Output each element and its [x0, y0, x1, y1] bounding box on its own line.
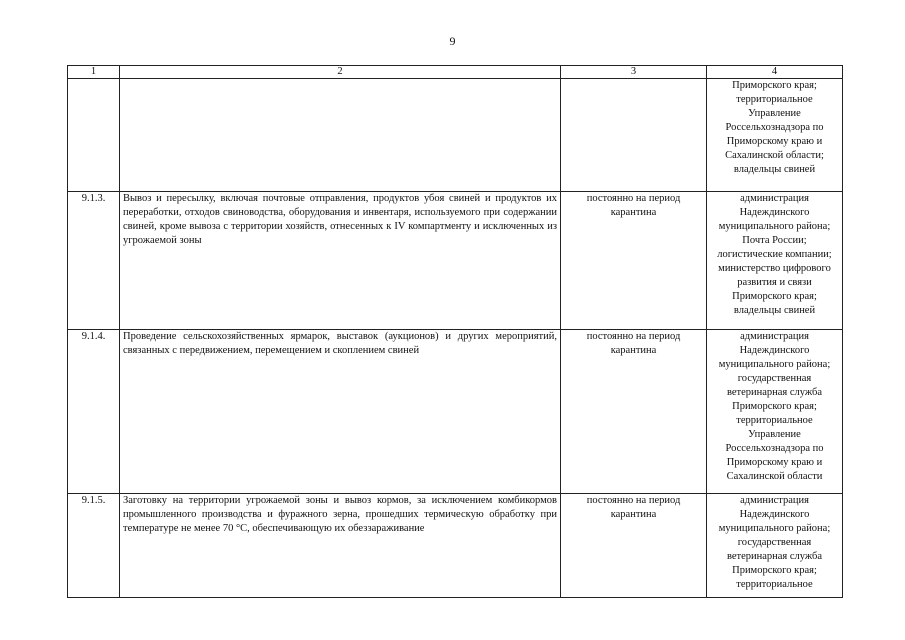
- item-responsible: [707, 330, 843, 494]
- responsible-line: государственная: [737, 537, 812, 548]
- responsible-line: ветеринарная служба: [726, 387, 823, 398]
- item-description: Заготовку на территории угрожаемой зоны и вывоз кормов, за исключением комбикормов промышленного производства и фуражного зерна, прошедших термическую обработку при температуре не менее 70 °С, обеспечивающую их обеззараживание: [120, 494, 561, 598]
- responsible-line: Приморского края;: [732, 565, 817, 576]
- table-row: [68, 192, 843, 330]
- item-term: постоянно на период карантина: [561, 192, 707, 330]
- responsible-line: Сахалинской области: [726, 471, 823, 482]
- responsible-line: ветеринарная служба: [726, 551, 823, 562]
- responsible-line: Россельхознадзора по: [725, 122, 824, 133]
- responsible-line: Приморскому краю и: [726, 136, 823, 147]
- responsible-line: администрация: [740, 495, 809, 506]
- responsible-line: Приморскому краю и: [726, 457, 823, 468]
- item-description: [120, 79, 561, 192]
- item-responsible: [707, 79, 843, 192]
- item-number: 9.1.5.: [68, 494, 120, 598]
- responsible-line: государственная: [737, 373, 812, 384]
- responsible-line: логистические компании;: [717, 249, 832, 260]
- responsible-line: территориальное: [736, 579, 813, 590]
- responsible-line: муниципального района;: [718, 359, 831, 370]
- responsible-line: Приморского края;: [732, 291, 817, 302]
- responsible-line: Управление: [748, 108, 801, 119]
- responsible-line: Надеждинского: [739, 345, 810, 356]
- responsible-line: администрация: [740, 193, 809, 204]
- responsible-line: администрация: [740, 331, 809, 342]
- responsible-line: территориальное: [736, 94, 813, 105]
- responsible-line: Сахалинской области;: [725, 150, 824, 161]
- item-number: 9.1.3.: [68, 192, 120, 330]
- responsible-line: владельцы свиней: [733, 305, 816, 316]
- item-description: Проведение сельскохозяйственных ярмарок, выставок (аукционов) и других мероприятий, связанных с передвижением, перемещением и скоплением свиней: [120, 330, 561, 494]
- responsible-line: муниципального района;: [718, 523, 831, 534]
- table-row: [68, 330, 843, 494]
- item-responsible: [707, 192, 843, 330]
- column-header-4: 4: [707, 66, 843, 79]
- item-term: постоянно на период карантина: [561, 330, 707, 494]
- column-header-3: 3: [561, 66, 707, 79]
- responsible-line: Надеждинского: [739, 207, 810, 218]
- responsible-line: владельцы свиней: [733, 164, 816, 175]
- responsible-line: Управление: [748, 429, 801, 440]
- responsible-line: Надеждинского: [739, 509, 810, 520]
- item-responsible: [707, 494, 843, 598]
- item-description: Вывоз и пересылку, включая почтовые отправления, продуктов убоя свиней и продуктов их переработки, отходов свиноводства, оборудования и инвентаря, используемого при содержании свиней, кроме вывоза с территории хозяйств, отнесенных к IV компартменту и исключенных из угрожаемой зоны: [120, 192, 561, 330]
- responsible-line: муниципального района;: [718, 221, 831, 232]
- table-row: [68, 494, 843, 598]
- column-header-1: 1: [68, 66, 120, 79]
- item-number: [68, 79, 120, 192]
- responsible-line: Почта России;: [742, 235, 807, 246]
- column-header-2: 2: [120, 66, 561, 79]
- responsible-line: министерство цифрового: [718, 263, 831, 274]
- responsible-line: развития и связи: [737, 277, 812, 288]
- responsible-line: Приморского края;: [732, 80, 817, 91]
- responsible-line: Приморского края;: [732, 401, 817, 412]
- measures-table: [67, 65, 843, 598]
- responsible-line: Россельхознадзора по: [725, 443, 824, 454]
- table-row: [68, 79, 843, 192]
- responsible-line: территориальное: [736, 415, 813, 426]
- header-row: [68, 66, 843, 79]
- item-number: 9.1.4.: [68, 330, 120, 494]
- item-term: постоянно на период карантина: [561, 494, 707, 598]
- page-number: 9: [449, 34, 456, 48]
- item-term: [561, 79, 707, 192]
